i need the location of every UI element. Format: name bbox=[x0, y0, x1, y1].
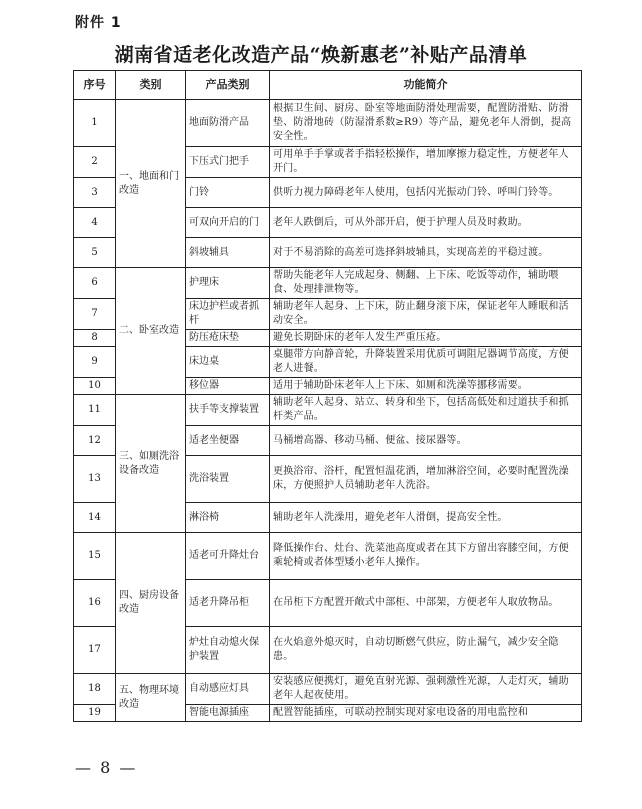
product-name: 扶手等支撑装置 bbox=[186, 395, 270, 426]
product-name: 防压疮床垫 bbox=[186, 330, 270, 347]
row-number: 13 bbox=[74, 456, 116, 503]
product-description: 桌腿带方向静音轮，升降装置采用优质可调阻尼器调节高度，方便老人进餐。 bbox=[270, 347, 582, 378]
header-category: 类别 bbox=[116, 71, 186, 100]
product-name: 移位器 bbox=[186, 378, 270, 395]
header-product: 产品类别 bbox=[186, 71, 270, 100]
product-description: 马桶增高器、移动马桶、便盆、接尿器等。 bbox=[270, 426, 582, 456]
product-description: 辅助老年人起身、上下床，防止翻身滚下床，保证老年人睡眠和活动安全。 bbox=[270, 299, 582, 330]
row-number: 17 bbox=[74, 627, 116, 674]
product-name: 门铃 bbox=[186, 178, 270, 208]
table-row bbox=[74, 395, 582, 426]
row-number: 8 bbox=[74, 330, 116, 347]
row-number: 4 bbox=[74, 208, 116, 238]
product-description: 根据卫生间、厨房、卧室等地面防滑处理需要，配置防滑贴、防滑垫、防滑地砖（防湿滑系数≥R9）等产品，避免老年人滑倒，提高安全性。 bbox=[270, 100, 582, 147]
row-number: 9 bbox=[74, 347, 116, 378]
row-number: 5 bbox=[74, 238, 116, 268]
row-number: 6 bbox=[74, 268, 116, 299]
table-row bbox=[74, 533, 582, 580]
category-cell: 二、卧室改造 bbox=[116, 268, 186, 395]
category-cell: 四、厨房设备改造 bbox=[116, 533, 186, 674]
row-number: 10 bbox=[74, 378, 116, 395]
document-title: 湖南省适老化改造产品“焕新惠老”补贴产品清单 bbox=[114, 44, 528, 66]
product-description: 对于不易消除的高差可选择斜坡辅具，实现高差的平稳过渡。 bbox=[270, 238, 582, 268]
product-name: 适老升降吊柜 bbox=[186, 580, 270, 627]
row-number: 2 bbox=[74, 147, 116, 178]
table-row bbox=[74, 100, 582, 147]
row-number: 11 bbox=[74, 395, 116, 426]
product-description: 辅助老年人起身、站立、转身和坐下，包括高低处和过道扶手和抓杆类产品。 bbox=[270, 395, 582, 426]
product-name: 护理床 bbox=[186, 268, 270, 299]
product-table bbox=[73, 70, 582, 722]
table-row bbox=[74, 674, 582, 705]
product-description: 适用于辅助卧床老年人上下床、如厕和洗澡等挪移需要。 bbox=[270, 378, 582, 395]
product-description: 在火焰意外熄灭时，自动切断燃气供应，防止漏气，减少安全隐患。 bbox=[270, 627, 582, 674]
product-description: 配置智能插座，可联动控制实现对家电设备的用电监控和 bbox=[270, 705, 582, 722]
row-number: 19 bbox=[74, 705, 116, 722]
product-name: 洗浴装置 bbox=[186, 456, 270, 503]
product-name: 淋浴椅 bbox=[186, 503, 270, 533]
product-description: 帮助失能老年人完成起身、侧翻、上下床、吃饭等动作，辅助喂食、处理排泄物等。 bbox=[270, 268, 582, 299]
product-description: 老年人跌倒后，可从外部开启，便于护理人员及时救助。 bbox=[270, 208, 582, 238]
product-name: 床边护栏或者抓杆 bbox=[186, 299, 270, 330]
product-name: 炉灶自动熄火保护装置 bbox=[186, 627, 270, 674]
row-number: 16 bbox=[74, 580, 116, 627]
row-number: 7 bbox=[74, 299, 116, 330]
table-row bbox=[74, 268, 582, 299]
row-number: 3 bbox=[74, 178, 116, 208]
product-description: 可用单手手掌或者手指轻松操作，增加摩擦力稳定性，方便老年人开门。 bbox=[270, 147, 582, 178]
product-description: 避免长期卧床的老年人发生严重压疮。 bbox=[270, 330, 582, 347]
row-number: 15 bbox=[74, 533, 116, 580]
category-cell: 五、物理环境改造 bbox=[116, 674, 186, 722]
product-name: 可双向开启的门 bbox=[186, 208, 270, 238]
product-name: 智能电源插座 bbox=[186, 705, 270, 722]
product-name: 地面防滑产品 bbox=[186, 100, 270, 147]
product-description: 供听力视力障碍老年人使用，包括闪光振动门铃、呼叫门铃等。 bbox=[270, 178, 582, 208]
row-number: 18 bbox=[74, 674, 116, 705]
product-name: 下压式门把手 bbox=[186, 147, 270, 178]
header-description: 功能简介 bbox=[270, 71, 582, 100]
attachment-label: 附件 1 bbox=[75, 15, 122, 31]
product-description: 降低操作台、灶台、洗菜池高度或者在其下方留出容膝空间，方便乘轮椅或者体型矮小老年人操作。 bbox=[270, 533, 582, 580]
product-name: 斜坡辅具 bbox=[186, 238, 270, 268]
table-header-row bbox=[74, 71, 582, 100]
product-name: 床边桌 bbox=[186, 347, 270, 378]
row-number: 12 bbox=[74, 426, 116, 456]
product-name: 适老可升降灶台 bbox=[186, 533, 270, 580]
page-number: — 8 — bbox=[75, 758, 138, 777]
product-description: 辅助老年人洗澡用，避免老年人滑倒，提高安全性。 bbox=[270, 503, 582, 533]
row-number: 1 bbox=[74, 100, 116, 147]
category-cell: 一、地面和门改造 bbox=[116, 100, 186, 268]
product-description: 安装感应便携灯，避免直射光源、强刺激性光源，人走灯灭，辅助老年人起夜使用。 bbox=[270, 674, 582, 705]
product-name: 适老坐便器 bbox=[186, 426, 270, 456]
header-no: 序号 bbox=[74, 71, 116, 100]
product-description: 在吊柜下方配置开敞式中部柜、中部架，方便老年人取放物品。 bbox=[270, 580, 582, 627]
category-cell: 三、如厕洗浴设备改造 bbox=[116, 395, 186, 533]
product-name: 自动感应灯具 bbox=[186, 674, 270, 705]
product-description: 更换浴帘、浴杆，配置恒温花洒，增加淋浴空间，必要时配置洗澡床，方便照护人员辅助老年人洗浴。 bbox=[270, 456, 582, 503]
row-number: 14 bbox=[74, 503, 116, 533]
